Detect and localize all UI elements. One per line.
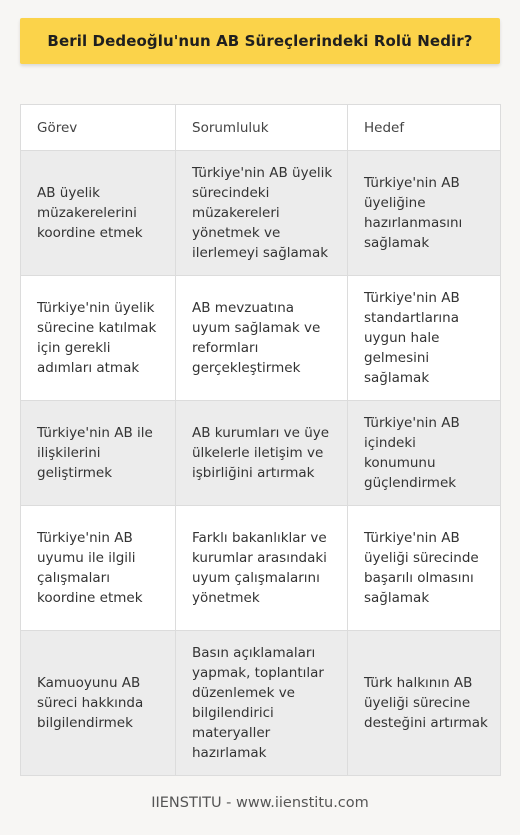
cell-hedef: Türkiye'nin AB üyeliğine hazırlanmasını sağlamak [348, 151, 501, 276]
cell-sorumluluk: Farklı bakanlıklar ve kurumlar arasındaki uyum çalışmalarını yönetmek [176, 506, 348, 631]
table-row [21, 631, 501, 776]
cell-hedef: Türk halkının AB üyeliği sürecine desteğini artırmak [348, 631, 501, 776]
cell-hedef: Türkiye'nin AB standartlarına uygun hale gelmesini sağlamak [348, 276, 501, 401]
table-row [21, 276, 501, 401]
cell-sorumluluk: AB mevzuatına uyum sağlamak ve reformları gerçekleştirmek [176, 276, 348, 401]
table-row [21, 151, 501, 276]
cell-sorumluluk: AB kurumları ve üye ülkelerle iletişim ve işbirliğini artırmak [176, 401, 348, 506]
cell-gorev: Türkiye'nin üyelik sürecine katılmak için gerekli adımları atmak [21, 276, 176, 401]
cell-sorumluluk: Basın açıklamaları yapmak, toplantılar düzenlemek ve bilgilendirici materyaller hazırlamak [176, 631, 348, 776]
footer-credit: IIENSTITU - www.iienstitu.com [151, 795, 369, 811]
cell-gorev: Türkiye'nin AB uyumu ile ilgili çalışmaları koordine etmek [21, 506, 176, 631]
table-row [21, 401, 501, 506]
cell-gorev: Kamuoyunu AB süreci hakkında bilgilendirmek [21, 631, 176, 776]
cell-gorev: AB üyelik müzakerelerini koordine etmek [21, 151, 176, 276]
roles-table [20, 104, 501, 776]
cell-gorev: Türkiye'nin AB ile ilişkilerini geliştirmek [21, 401, 176, 506]
page-title: Beril Dedeoğlu'nun AB Süreçlerindeki Rolü Nedir? [47, 32, 473, 50]
cell-sorumluluk: Türkiye'nin AB üyelik sürecindeki müzakereleri yönetmek ve ilerlemeyi sağlamak [176, 151, 348, 276]
header-sorumluluk: Sorumluluk [176, 105, 348, 151]
cell-hedef: Türkiye'nin AB içindeki konumunu güçlendirmek [348, 401, 501, 506]
title-banner [20, 18, 500, 64]
header-hedef: Hedef [348, 105, 501, 151]
cell-hedef: Türkiye'nin AB üyeliği sürecinde başarılı olmasını sağlamak [348, 506, 501, 631]
table-header-row [21, 105, 501, 151]
header-gorev: Görev [21, 105, 176, 151]
table-row [21, 506, 501, 631]
